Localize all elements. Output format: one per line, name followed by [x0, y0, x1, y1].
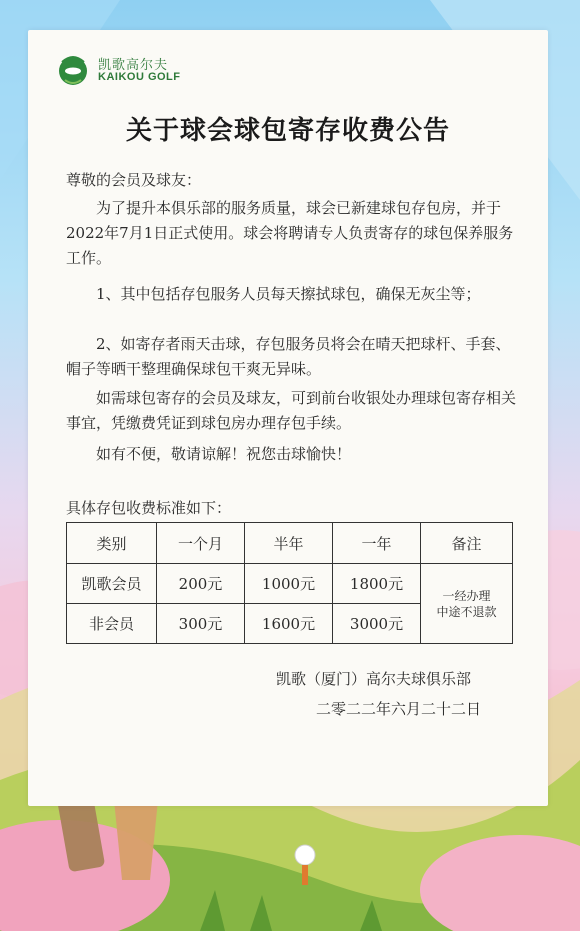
table-cell: 300元: [157, 604, 245, 644]
paragraph-item-2: 2、如寄存者雨天击球，存包服务员将会在晴天把球杆、手套、帽子等晒干整理确保球包干爽无异味。: [66, 335, 511, 378]
fees-intro: 具体存包收费标准如下：: [66, 499, 232, 517]
note-line: 中途不退款: [436, 604, 497, 619]
table-cell: 3000元: [333, 604, 421, 644]
table-header: 类别: [67, 523, 157, 564]
logo-chinese-name: 凯歌高尔夫: [98, 58, 169, 73]
table-cell: 凯歌会员: [67, 564, 157, 604]
notice-title: 关于球会球包寄存收费公告: [125, 116, 450, 146]
table-cell: 200元: [157, 564, 245, 604]
note-line: 一经办理: [442, 588, 491, 603]
table-row: [67, 564, 513, 604]
paragraph-closing: 如有不便，敬请谅解！祝您击球愉快！: [96, 445, 352, 463]
logo-english-name: KAIKOU GOLF: [98, 71, 181, 83]
paragraph-item-1: 1、其中包括存包服务人员每天擦拭球包，确保无灰尘等；: [96, 285, 481, 303]
table-cell: 非会员: [67, 604, 157, 644]
signature-org: 凯歌（厦门）高尔夫球俱乐部: [276, 670, 472, 688]
table-header: 一个月: [157, 523, 245, 564]
table-header: 一年: [333, 523, 421, 564]
golf-ball: [295, 845, 315, 865]
club-logo: [54, 50, 214, 90]
signature-date: 二零二二年六月二十二日: [316, 700, 482, 718]
table-cell: 1800元: [333, 564, 421, 604]
paragraph-procedure: 如需球包寄存的会员及球友，可到前台收银处办理球包寄存相关事宜，凭缴费凭证到球包房办理存包手续。: [66, 389, 517, 432]
fee-table: [66, 522, 513, 644]
table-header-row: [67, 523, 513, 564]
table-cell: 1600元: [245, 604, 333, 644]
table-header: 半年: [245, 523, 333, 564]
greeting: 尊敬的会员及球友：: [66, 171, 202, 189]
table-cell: 1000元: [245, 564, 333, 604]
table-note-cell: [421, 564, 513, 644]
golf-logo-icon: [54, 50, 92, 88]
paragraph-intro: 为了提升本俱乐部的服务质量，球会已新建球包存包房，并于2022年7月1日正式使用。球会将聘请专人负责寄存的球包保养服务工作。: [66, 199, 514, 267]
table-header: 备注: [421, 523, 513, 564]
